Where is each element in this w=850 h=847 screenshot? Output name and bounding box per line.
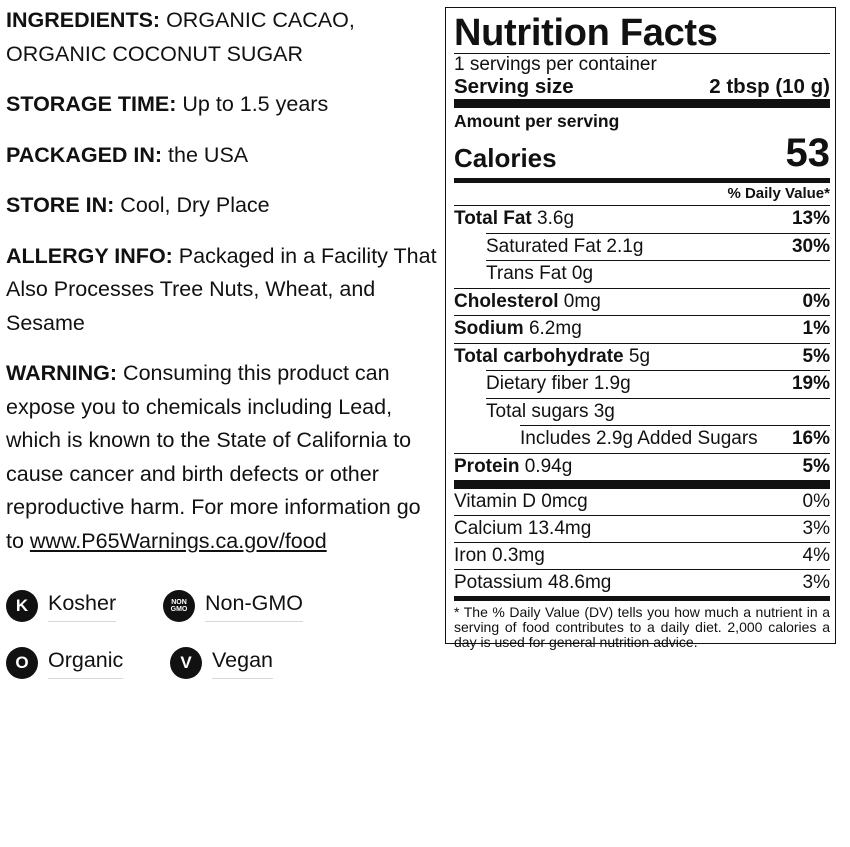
nutrient-row bbox=[454, 289, 830, 316]
warning-value: Consuming this product can expose you to chemicals including Lead, which is known to the State of California to cause cancer and birth defects or other reproductive harm. For more information go to bbox=[6, 361, 421, 553]
vitamin-name: Potassium 48.6mg bbox=[454, 572, 612, 593]
nutrient-daily-value: 16% bbox=[791, 428, 830, 449]
amount-per-serving: Amount per serving bbox=[454, 111, 620, 131]
nutrient-name: Sodium 6.2mg bbox=[454, 318, 582, 339]
store-label: STORE IN: bbox=[6, 193, 115, 217]
nutrient-row bbox=[454, 371, 830, 398]
serving-size-row bbox=[454, 75, 830, 99]
badge-label: Kosher bbox=[48, 591, 116, 622]
vitamin-rows bbox=[454, 489, 830, 596]
calories-row bbox=[454, 133, 830, 173]
warning bbox=[6, 357, 442, 558]
vegan-icon: V bbox=[170, 647, 202, 679]
nutrient-name: Total sugars 3g bbox=[486, 400, 615, 422]
nutrient-name: Protein 0.94g bbox=[454, 455, 573, 477]
store-in bbox=[6, 189, 442, 223]
storage-time bbox=[6, 88, 442, 122]
vitamin-row bbox=[454, 543, 830, 569]
packaged-in bbox=[6, 139, 442, 173]
nutrient-name: Total Fat 3.6g bbox=[454, 208, 575, 229]
vitamin-name: Iron 0.3mg bbox=[454, 545, 545, 566]
nutrient-row bbox=[454, 454, 830, 481]
packaged-label: PACKAGED IN: bbox=[6, 142, 163, 167]
nutrient-row bbox=[454, 344, 830, 371]
allergy-label: ALLERGY INFO: bbox=[6, 243, 173, 268]
divider-thick bbox=[454, 480, 830, 489]
badge-label: Non-GMO bbox=[205, 591, 303, 622]
allergy-value: Packaged in a Facility That Also Processes Tree Nuts, Wheat, and Sesame bbox=[6, 243, 437, 335]
nutrient-daily-value: 13% bbox=[791, 208, 830, 229]
nutrient-daily-value: 5% bbox=[802, 345, 830, 367]
vitamin-row bbox=[454, 570, 830, 596]
vitamin-name: Vitamin D 0mcg bbox=[454, 491, 588, 512]
nutrient-row bbox=[454, 261, 830, 288]
calories-label: Calories bbox=[454, 143, 557, 173]
p65-warnings-link[interactable]: www.P65Warnings.ca.gov/food bbox=[29, 528, 327, 553]
vitamin-daily-value: 3% bbox=[802, 518, 830, 539]
vitamin-daily-value: 0% bbox=[802, 491, 830, 512]
storage-label: STORAGE TIME: bbox=[6, 92, 177, 116]
nutrition-facts-panel bbox=[445, 7, 836, 650]
ingredients-label: INGREDIENTS: bbox=[6, 8, 161, 32]
nutrient-row bbox=[454, 399, 830, 426]
nutrient-daily-value: 19% bbox=[791, 373, 830, 394]
nutrient-label: Total carbohydrate bbox=[454, 345, 624, 367]
serving-size-label: Serving size bbox=[454, 75, 574, 98]
nutrient-daily-value: 5% bbox=[802, 455, 830, 477]
badge-vegan bbox=[170, 647, 273, 679]
non-gmo-icon: NON GMO bbox=[163, 590, 195, 622]
nutrient-row bbox=[454, 206, 830, 233]
badge-label: Vegan bbox=[212, 648, 273, 679]
badge-kosher bbox=[6, 590, 116, 622]
divider-medium bbox=[454, 596, 830, 601]
nutrient-name: Saturated Fat 2.1g bbox=[486, 235, 644, 257]
packaged-value: the USA bbox=[162, 142, 249, 167]
divider-thick bbox=[454, 99, 830, 108]
nutrient-name: Trans Fat 0g bbox=[486, 263, 594, 284]
vitamin-name: Calcium 13.4mg bbox=[454, 518, 592, 539]
storage-value: Up to 1.5 years bbox=[176, 92, 329, 116]
nutrient-daily-value: 30% bbox=[791, 235, 830, 257]
servings-per-container: 1 servings per container bbox=[454, 54, 657, 75]
kosher-icon: K bbox=[6, 590, 38, 622]
nutrient-label: Sodium bbox=[454, 318, 524, 339]
nutrient-label: Cholesterol bbox=[454, 290, 559, 312]
nutrient-row bbox=[454, 316, 830, 343]
nutrient-daily-value: 0% bbox=[802, 290, 830, 312]
organic-icon: O bbox=[6, 647, 38, 679]
nutrient-rows bbox=[454, 206, 830, 480]
nutrient-row bbox=[454, 426, 830, 453]
badge-organic bbox=[6, 647, 123, 679]
store-value: Cool, Dry Place bbox=[114, 193, 270, 217]
nutrient-name: Includes 2.9g Added Sugars bbox=[520, 428, 758, 449]
product-info bbox=[6, 4, 442, 575]
vitamin-row bbox=[454, 489, 830, 515]
vitamin-daily-value: 4% bbox=[802, 545, 830, 566]
daily-value-footnote: * The % Daily Value (DV) tells you how much a nutrient in a serving of food contributes to a daily diet. 2,000 calories a day is used for general nutrition advice. bbox=[454, 604, 830, 650]
vitamin-row bbox=[454, 516, 830, 542]
nutrient-daily-value: 1% bbox=[802, 318, 830, 339]
allergy-info bbox=[6, 240, 442, 341]
daily-value-header: % Daily Value* bbox=[727, 185, 830, 202]
warning-label: WARNING: bbox=[6, 361, 118, 385]
serving-size-value: 2 tbsp (10 g) bbox=[709, 75, 830, 98]
badge-non-gmo bbox=[163, 590, 303, 622]
nutrient-label: Protein bbox=[454, 455, 520, 477]
calories-value: 53 bbox=[785, 131, 830, 175]
ingredients bbox=[6, 4, 442, 71]
nutrient-name: Total carbohydrate 5g bbox=[454, 345, 651, 367]
nutrient-row bbox=[454, 234, 830, 261]
nutrient-label: Total Fat bbox=[454, 208, 532, 229]
nutrient-name: Cholesterol 0mg bbox=[454, 290, 601, 312]
nutrition-title: Nutrition Facts bbox=[454, 12, 718, 54]
vitamin-daily-value: 3% bbox=[802, 572, 830, 593]
badge-label: Organic bbox=[48, 648, 123, 679]
ingredients-value: ORGANIC CACAO, ORGANIC COCONUT SUGAR bbox=[6, 8, 355, 66]
nutrient-name: Dietary fiber 1.9g bbox=[486, 373, 631, 394]
